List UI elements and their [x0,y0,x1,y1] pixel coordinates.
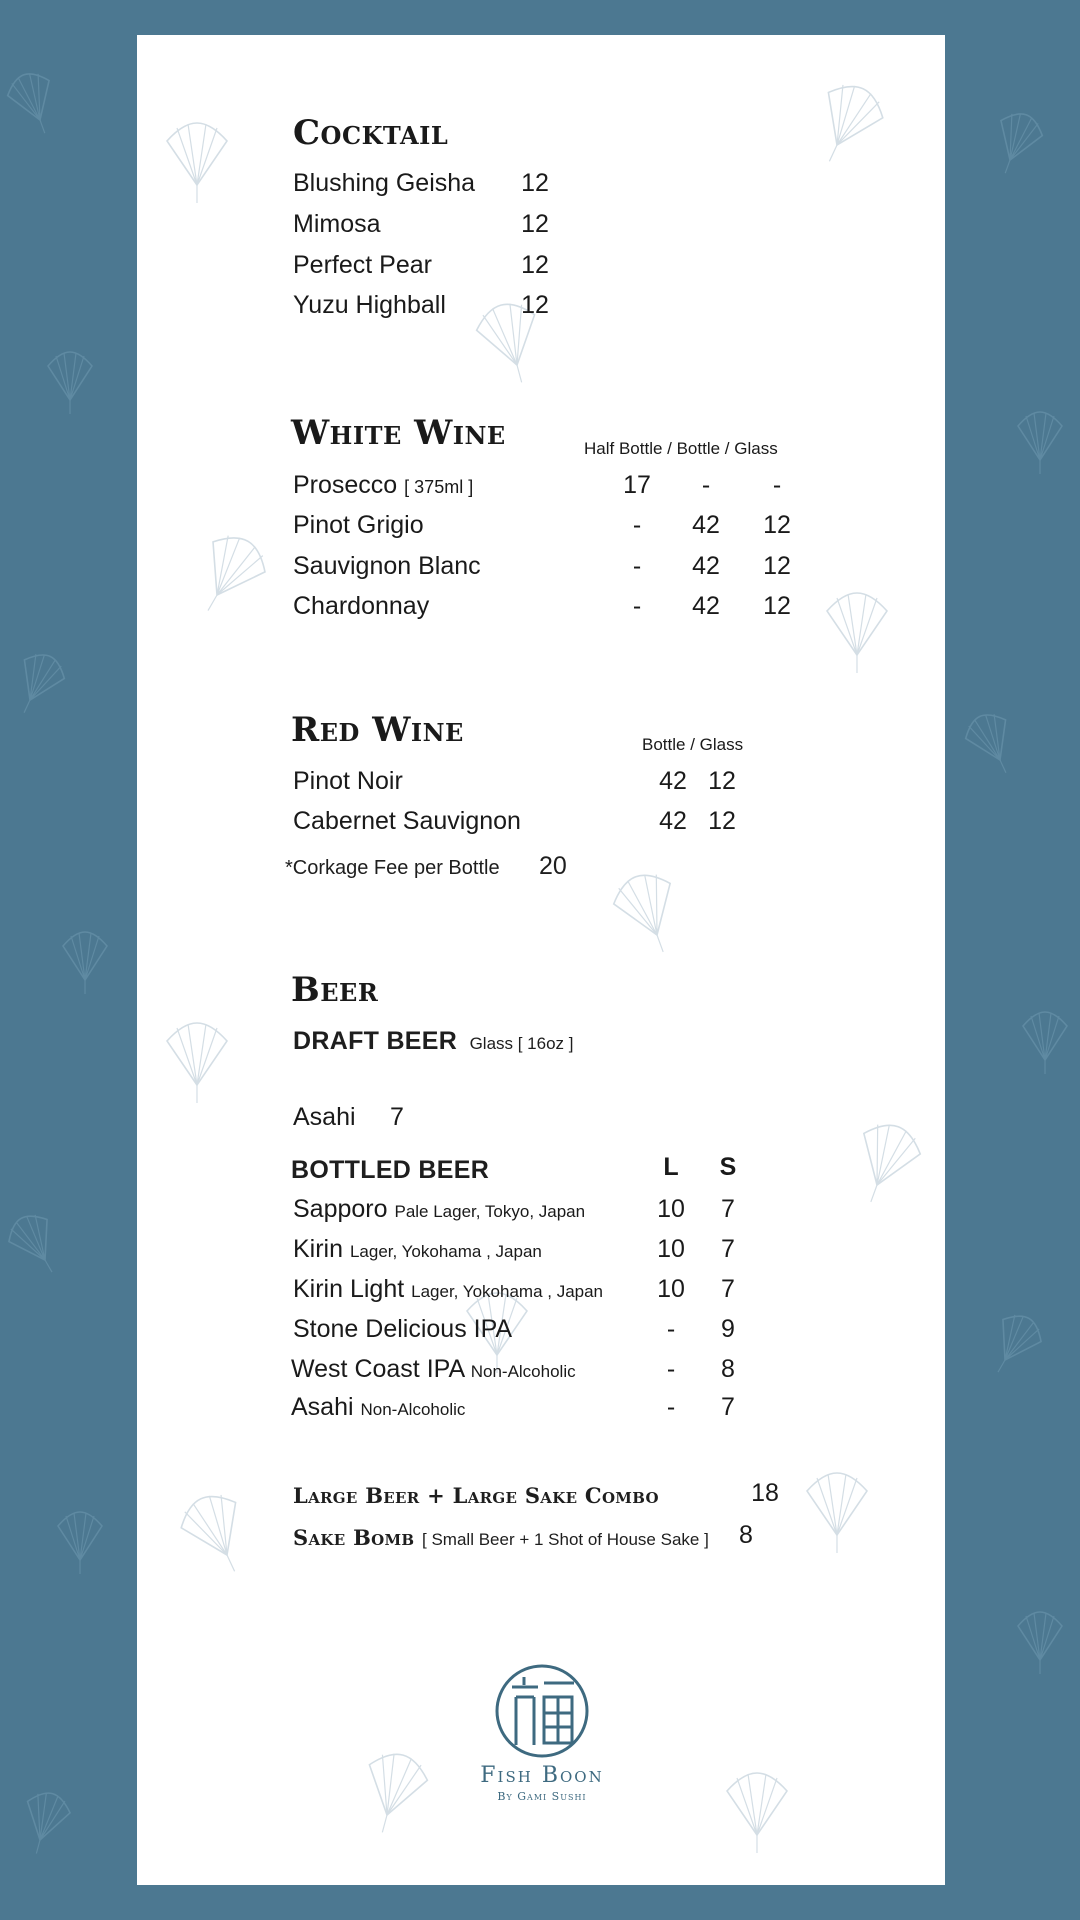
glass-price: 12 [763,552,791,580]
cocktail-item-price: 12 [521,251,549,279]
bottle-price: 42 [692,511,720,539]
combo-price: 8 [739,1521,753,1549]
small-column-header: S [719,1153,737,1181]
logo-name: Fish Boon [480,1763,604,1788]
beer-note: Pale Lager, Tokyo, Japan [394,1202,586,1221]
bottled-beer-item [293,1195,585,1224]
bottled-beer-item [293,1275,603,1304]
beer-name: Stone Delicious IPA [293,1315,513,1343]
draft-beer-title: DRAFT BEER [293,1027,458,1055]
red-wine-title: Red Wine [291,710,464,750]
beer-name: Kirin [293,1235,344,1263]
corkage-fee-price: 20 [539,852,567,880]
beer-note: Lager, Yokohama , Japan [411,1282,604,1301]
small-price: 9 [721,1315,735,1343]
large-price: - [666,1393,676,1421]
menu-content [137,35,945,1885]
wine-name: Prosecco [293,471,398,499]
wine-note: [ 375ml ] [404,477,474,497]
beer-name: Sapporo [293,1195,388,1223]
beer-note: Non-Alcoholic [470,1362,576,1381]
large-price: 10 [657,1235,685,1263]
half-bottle-price: 17 [623,471,651,499]
beer-name: Kirin Light [293,1275,405,1303]
beer-title: Beer [291,970,379,1010]
large-price: 10 [657,1275,685,1303]
combo-name: Sake Bomb [293,1525,415,1550]
white-wine-item: Chardonnay [293,592,430,620]
bottled-beer-item [293,1235,542,1264]
cocktail-item-price: 12 [521,291,549,319]
menu-card [137,35,945,1885]
bottle-price: 42 [659,807,687,835]
corkage-fee-label: *Corkage Fee per Bottle [285,857,500,879]
red-wine-item: Cabernet Sauvignon [293,807,521,835]
draft-beer-item: Asahi [293,1103,356,1131]
draft-beer-header [293,1027,574,1056]
draft-beer-price: 7 [390,1103,404,1131]
red-wine-item: Pinot Noir [293,767,403,795]
small-price: 7 [721,1195,735,1223]
draft-beer-note: Glass [ 16oz ] [469,1034,574,1053]
cocktail-item-name: Perfect Pear [293,251,432,279]
cocktail-item-name: Mimosa [293,210,381,238]
glass-price: 12 [708,807,736,835]
small-price: 7 [721,1275,735,1303]
bottle-price: - [701,471,711,499]
cocktail-item-price: 12 [521,169,549,197]
combo-note: [ Small Beer + 1 Shot of House Sake ] [422,1530,709,1549]
large-price: - [666,1315,676,1343]
combo-price: 18 [751,1479,779,1507]
large-price: - [666,1355,676,1383]
beer-note: Lager, Yokohama , Japan [349,1242,542,1261]
half-bottle-price: - [632,592,642,620]
white-wine-columns-header: Half Bottle / Bottle / Glass [584,439,778,458]
white-wine-item: Sauvignon Blanc [293,552,481,580]
small-price: 8 [721,1355,735,1383]
logo-tagline: By Gami Sushi [497,1790,587,1803]
cocktail-item-price: 12 [521,210,549,238]
large-price: 10 [657,1195,685,1223]
beer-note: Non-Alcoholic [360,1400,466,1419]
cocktail-title: Cocktail [293,113,449,153]
bottle-price: 42 [692,552,720,580]
bottle-price: 42 [692,592,720,620]
bottled-beer-title: BOTTLED BEER [291,1156,490,1184]
beer-name: Asahi [291,1393,354,1421]
bottled-beer-item [291,1355,576,1384]
glass-price: 12 [763,592,791,620]
cocktail-item-name: Yuzu Highball [293,291,446,319]
glass-price: 12 [763,511,791,539]
small-price: 7 [721,1393,735,1421]
glass-price: 12 [708,767,736,795]
combo-item: Large Beer + Large Sake Combo [293,1483,659,1508]
cocktail-item-name: Blushing Geisha [293,169,476,197]
white-wine-title: White Wine [291,413,506,453]
half-bottle-price: - [632,552,642,580]
white-wine-item: Pinot Grigio [293,511,424,539]
beer-name: West Coast IPA [291,1355,464,1383]
white-wine-item [293,471,473,500]
half-bottle-price: - [632,511,642,539]
bottle-price: 42 [659,767,687,795]
small-price: 7 [721,1235,735,1263]
fish-boon-logo-emblem [494,1663,590,1759]
red-wine-columns-header: Bottle / Glass [642,735,744,754]
bottled-beer-item [291,1393,465,1422]
glass-price: - [772,471,782,499]
large-column-header: L [663,1153,679,1181]
bottled-beer-item [293,1315,512,1344]
combo-item [293,1525,709,1550]
